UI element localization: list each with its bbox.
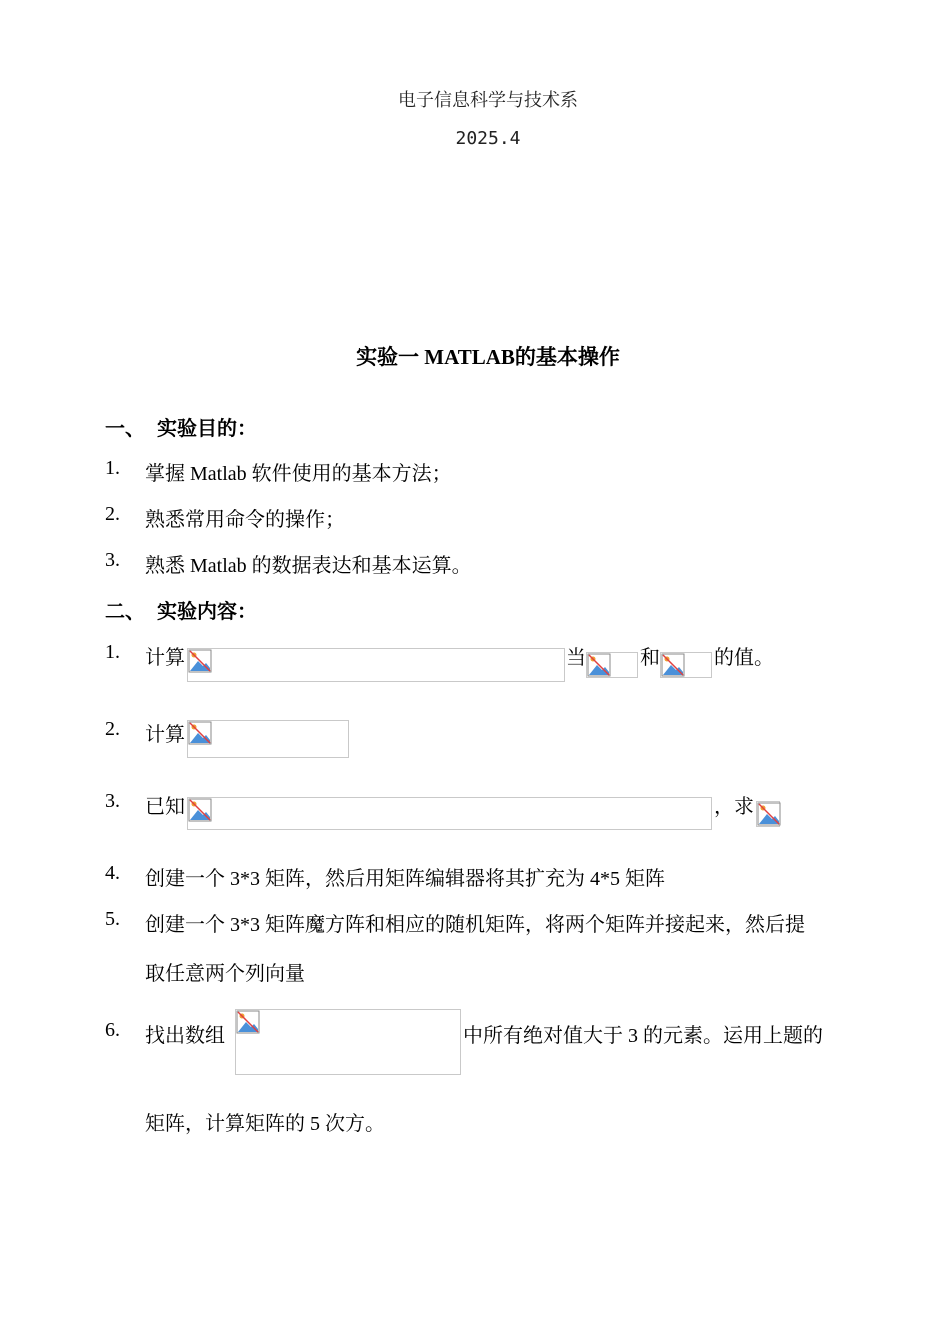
formula-image-2: [586, 652, 638, 678]
content-5-line2: 取任意两个列向量: [145, 963, 305, 985]
content-3-pre: 已知: [145, 796, 185, 818]
content-2-number: 2.: [105, 718, 120, 740]
formula-image-1: [187, 648, 565, 682]
content-1-number: 1.: [105, 641, 120, 663]
broken-image-icon: [587, 653, 611, 677]
objective-3-text: 熟悉 Matlab 的数据表达和基本运算。: [145, 555, 472, 577]
broken-image-icon: [757, 802, 781, 826]
objective-3-number: 3.: [105, 549, 120, 571]
experiment-title: 实验一 MATLAB的基本操作: [356, 345, 620, 369]
section2-heading: 实验内容：: [157, 601, 257, 623]
formula-image-6: [756, 801, 780, 827]
content-5-number: 5.: [105, 908, 120, 930]
content-1-mid2: 和: [640, 647, 660, 669]
content-1-pre: 计算: [145, 647, 185, 669]
broken-image-icon: [188, 798, 212, 822]
broken-image-icon: [188, 721, 212, 745]
broken-image-icon: [661, 653, 685, 677]
content-1-mid1: 当: [566, 647, 586, 669]
content-4-text: 创建一个 3*3 矩阵，然后用矩阵编辑器将其扩充为 4*5 矩阵: [145, 868, 665, 890]
content-6-post: 中所有绝对值大于 3 的元素。运用上题的: [463, 1025, 823, 1047]
formula-image-5: [187, 797, 712, 830]
broken-image-icon: [236, 1010, 260, 1034]
document-date: 2025.4: [455, 128, 521, 149]
content-4-number: 4.: [105, 862, 120, 884]
section1-heading: 实验目的：: [157, 418, 257, 440]
content-3-number: 3.: [105, 790, 120, 812]
content-6-line2: 矩阵，计算矩阵的 5 次方。: [145, 1113, 385, 1135]
content-5-line1: 创建一个 3*3 矩阵魔方阵和相应的随机矩阵，将两个矩阵并接起来，然后提: [145, 914, 805, 936]
content-2-pre: 计算: [145, 724, 185, 746]
objective-1-text: 掌握 Matlab 软件使用的基本方法；: [145, 463, 452, 485]
section1-marker: 一、: [105, 418, 145, 440]
broken-image-icon: [188, 649, 212, 673]
content-6-number: 6.: [105, 1019, 120, 1041]
objective-1-number: 1.: [105, 457, 120, 479]
formula-image-4: [187, 720, 349, 758]
array-image: [235, 1009, 461, 1075]
content-1-post: 的值。: [714, 647, 774, 669]
content-3-mid: ，求: [714, 796, 754, 818]
section2-marker: 二、: [105, 601, 145, 623]
department-name: 电子信息科学与技术系: [398, 90, 578, 111]
objective-2-text: 熟悉常用命令的操作；: [145, 509, 345, 531]
objective-2-number: 2.: [105, 503, 120, 525]
formula-image-3: [660, 652, 712, 678]
content-6-pre: 找出数组: [145, 1025, 225, 1047]
